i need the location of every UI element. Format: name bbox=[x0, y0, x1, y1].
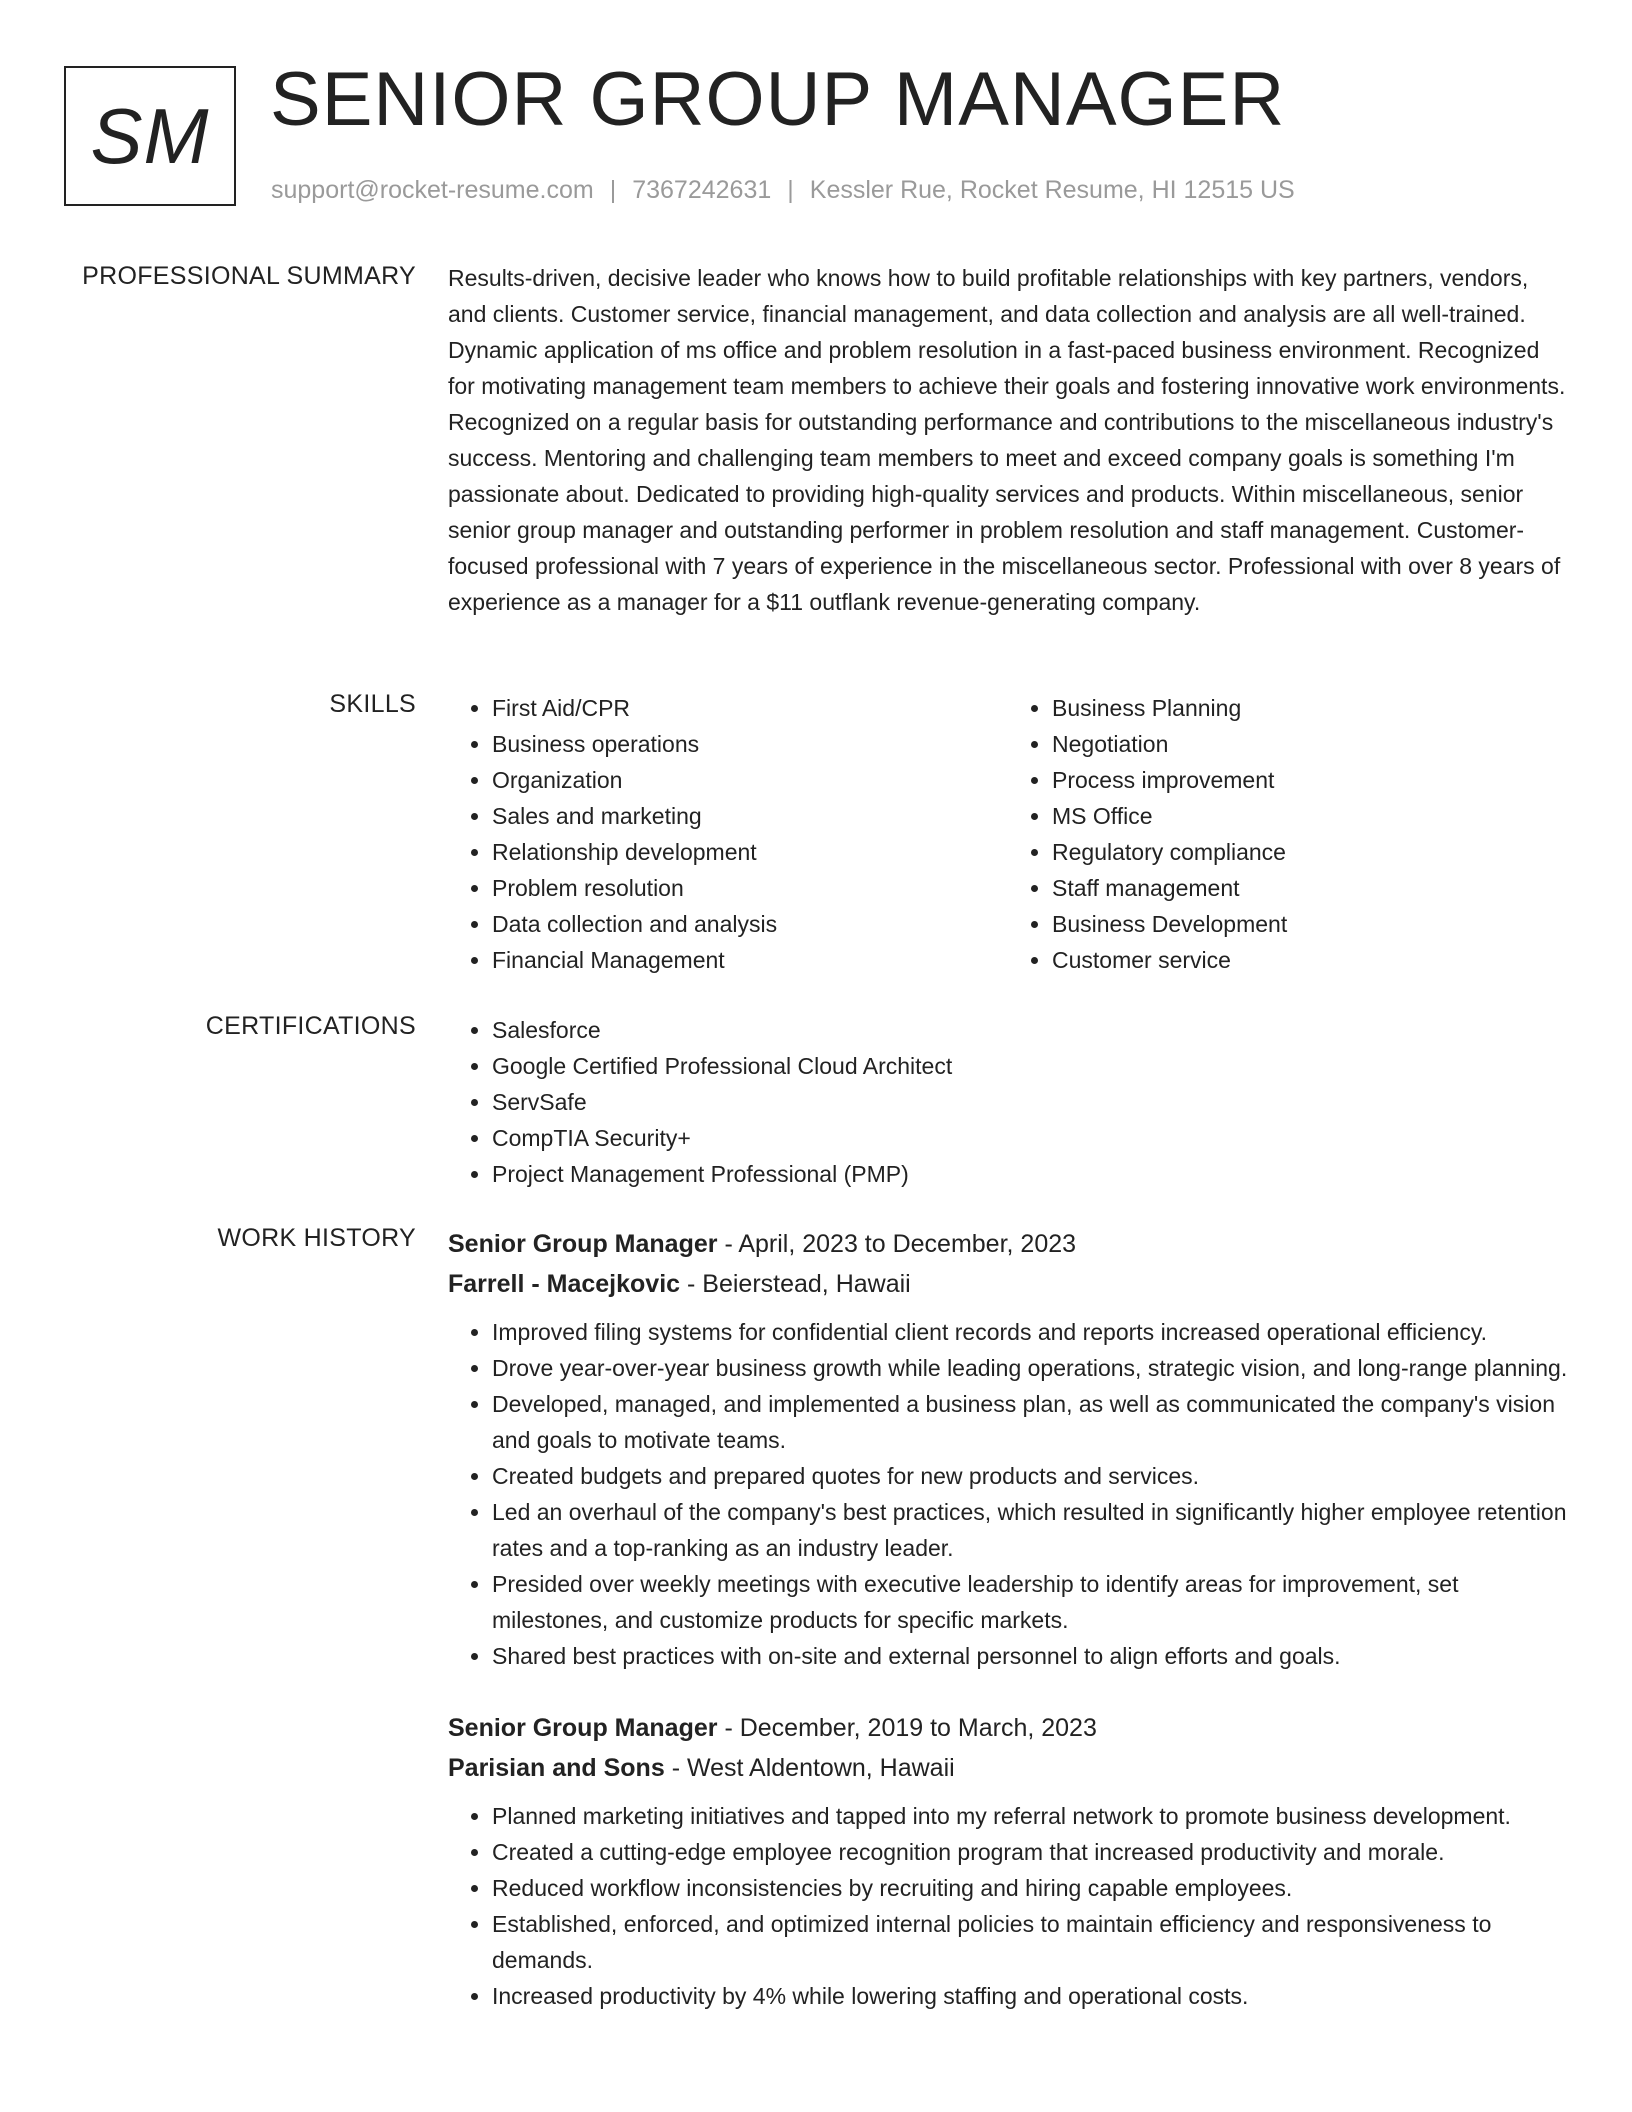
summary-text: Results-driven, decisive leader who knows how to build profitable relationships with key partners, vendors, and clients. Customer service, financial management, and data collection and analysis are all well-trained. Dynamic application of ms office and problem resolution in a fast-paced business environment. Recognized for motivating management team members to achieve their goals and fostering innovative work environments. Recognized on a regular basis for outstanding performance and contributions to the miscellaneous industry's success. Mentoring and challenging team members to meet and exceed company goals is something I'm passionate about. Dedicated to providing high-quality services and products. Within miscellaneous, senior senior group manager and outstanding performer in problem resolution and staff management. Customer-focused professional with 7 years of experience in the miscellaneous sector. Professional with over 8 years of experience as a manager for a $11 outflank revenue-generating company. bbox=[448, 265, 1566, 615]
job-company-line bbox=[448, 1264, 1568, 1304]
job-title-line bbox=[448, 1708, 1568, 1748]
list-item: • Business Development bbox=[1052, 906, 1568, 942]
job-bullets bbox=[448, 1314, 1568, 1674]
monogram-box bbox=[64, 66, 236, 206]
list-item: • Led an overhaul of the company's best practices, which resulted in significantly higher employee retention rates and a top-ranking as an industry leader. bbox=[492, 1494, 1568, 1566]
job-bullets bbox=[448, 1798, 1568, 2014]
job-entry bbox=[448, 1708, 1568, 2014]
list-item: • Sales and marketing bbox=[492, 798, 1008, 834]
job-location: - West Aldentown, Hawaii bbox=[671, 1754, 955, 1782]
list-item: • Regulatory compliance bbox=[1052, 834, 1568, 870]
section-label-summary: PROFESSIONAL SUMMARY bbox=[82, 262, 416, 290]
job-dates: - April, 2023 to December, 2023 bbox=[724, 1230, 1077, 1258]
list-item: • Presided over weekly meetings with executive leadership to identify areas for improvement, set milestones, and customize products for specific markets. bbox=[492, 1566, 1568, 1638]
skills-list-right bbox=[1008, 690, 1568, 978]
resume-title: SENIOR GROUP MANAGER bbox=[270, 57, 1286, 142]
list-item: • Project Management Professional (PMP) bbox=[492, 1156, 1568, 1192]
list-item: • MS Office bbox=[1052, 798, 1568, 834]
list-item: • Improved filing systems for confidential client records and reports increased operational efficiency. bbox=[492, 1314, 1568, 1350]
job-location: - Beierstead, Hawaii bbox=[687, 1270, 911, 1298]
skills-body bbox=[448, 690, 1568, 978]
list-item: • Increased productivity by 4% while lowering staffing and operational costs. bbox=[492, 1978, 1568, 2014]
contact-phone: 7367242631 bbox=[632, 176, 772, 204]
skills-list-left bbox=[448, 690, 1008, 978]
list-item: • Business operations bbox=[492, 726, 1008, 762]
list-item: • Salesforce bbox=[492, 1012, 1568, 1048]
list-item: • Customer service bbox=[1052, 942, 1568, 978]
job-company: Parisian and Sons bbox=[448, 1754, 665, 1782]
list-item: • Established, enforced, and optimized internal policies to maintain efficiency and responsiveness to demands. bbox=[492, 1906, 1568, 1978]
section-label-skills: SKILLS bbox=[329, 690, 416, 718]
contact-email: support@rocket-resume.com bbox=[271, 176, 594, 204]
list-item: • Problem resolution bbox=[492, 870, 1008, 906]
list-item: • CompTIA Security+ bbox=[492, 1120, 1568, 1156]
list-item: • Staff management bbox=[1052, 870, 1568, 906]
contact-separator: | bbox=[787, 176, 794, 204]
list-item: • Google Certified Professional Cloud Architect bbox=[492, 1048, 1568, 1084]
list-item: • Created a cutting-edge employee recognition program that increased productivity and morale. bbox=[492, 1834, 1568, 1870]
job-title: Senior Group Manager bbox=[448, 1714, 718, 1742]
list-item: • Shared best practices with on-site and external personnel to align efforts and goals. bbox=[492, 1638, 1568, 1674]
certifications-body bbox=[448, 1012, 1568, 1192]
list-item: • Relationship development bbox=[492, 834, 1008, 870]
list-item: • Created budgets and prepared quotes for new products and services. bbox=[492, 1458, 1568, 1494]
list-item: • Business Planning bbox=[1052, 690, 1568, 726]
work-history-body bbox=[448, 1224, 1568, 2014]
certifications-list bbox=[448, 1012, 1568, 1192]
monogram-initials: SM bbox=[90, 91, 210, 180]
contact-separator: | bbox=[609, 176, 617, 204]
list-item: • Developed, managed, and implemented a business plan, as well as communicated the company's vision and goals to motivate teams. bbox=[492, 1386, 1568, 1458]
list-item: • Process improvement bbox=[1052, 762, 1568, 798]
contact-line bbox=[271, 176, 1295, 205]
job-title: Senior Group Manager bbox=[448, 1230, 718, 1258]
list-item: • First Aid/CPR bbox=[492, 690, 1008, 726]
summary-body bbox=[448, 262, 1568, 620]
list-item: • Financial Management bbox=[492, 942, 1008, 978]
list-item: • Planned marketing initiatives and tapped into my referral network to promote business development. bbox=[492, 1798, 1568, 1834]
list-item: • ServSafe bbox=[492, 1084, 1568, 1120]
job-entry bbox=[448, 1224, 1568, 1674]
job-dates: - December, 2019 to March, 2023 bbox=[724, 1714, 1097, 1742]
section-label-certifications: CERTIFICATIONS bbox=[205, 1012, 416, 1040]
section-label-work-history: WORK HISTORY bbox=[217, 1224, 416, 1252]
list-item: • Negotiation bbox=[1052, 726, 1568, 762]
list-item: • Organization bbox=[492, 762, 1008, 798]
list-item: • Data collection and analysis bbox=[492, 906, 1008, 942]
list-item: • Drove year-over-year business growth while leading operations, strategic vision, and long-range planning. bbox=[492, 1350, 1568, 1386]
job-title-line bbox=[448, 1224, 1568, 1264]
contact-address: Kessler Rue, Rocket Resume, HI 12515 US bbox=[809, 176, 1295, 204]
job-company: Farrell - Macejkovic bbox=[448, 1270, 681, 1298]
job-company-line bbox=[448, 1748, 1568, 1788]
list-item: • Reduced workflow inconsistencies by recruiting and hiring capable employees. bbox=[492, 1870, 1568, 1906]
